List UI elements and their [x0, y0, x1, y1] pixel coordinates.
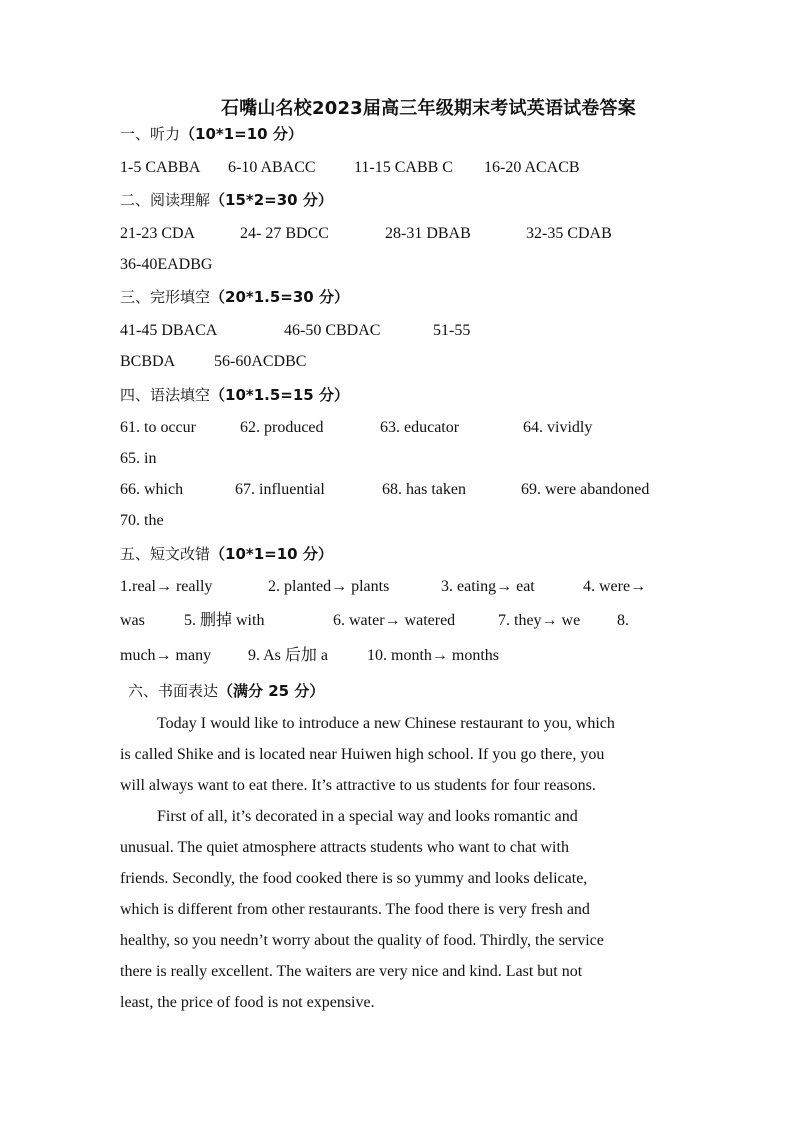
answer-item: 67. influential [235, 481, 325, 498]
answer-item: 2. planted→ plants [268, 578, 390, 595]
answer-item: 66. which [120, 481, 184, 498]
section-label: 五、短文改错 [120, 545, 211, 563]
answer-item: 65. in [120, 450, 157, 467]
section-score: （10*1.5=15 分） [210, 386, 349, 404]
answer-item: 51-55 [433, 322, 471, 339]
answer-item: 24- 27 BDCC [240, 225, 329, 242]
section-heading-cloze [120, 287, 349, 307]
essay-line: unusual. The quiet atmosphere attracts students who want to chat with [120, 839, 569, 856]
essay-line: there is really excellent. The waiters are very nice and kind. Last but not [120, 963, 583, 980]
answer-item: 1-5 CABBA [120, 159, 201, 176]
answer-item: 41-45 DBACA [120, 322, 218, 339]
essay-line: is called Shike and is located near Huiwen high school. If you go there, you [120, 746, 605, 763]
answer-item: 16-20 ACACB [484, 159, 580, 176]
section-heading-correction [120, 544, 333, 564]
answer-item: 32-35 CDAB [526, 225, 612, 242]
section-label: 四、语法填空 [120, 386, 211, 404]
answer-item: 5. 删掉 with [184, 612, 265, 629]
essay-line: First of all, it’s decorated in a special way and looks romantic and [157, 808, 578, 825]
section-heading-grammar [120, 385, 349, 405]
answer-item: 28-31 DBAB [385, 225, 471, 242]
answer-item: 10. month→ months [367, 647, 500, 664]
answer-item: 70. the [120, 512, 164, 529]
section-score: （10*1=10 分） [180, 125, 303, 143]
essay-line: friends. Secondly, the food cooked there is so yummy and looks delicate, [120, 870, 588, 887]
section-score: （满分 25 分） [218, 682, 325, 700]
answer-item: 4. were→ [583, 578, 647, 595]
section-label: 三、完形填空 [120, 288, 211, 306]
answer-item: 11-15 CABB C [354, 159, 453, 176]
answer-item: 3. eating→ eat [441, 578, 535, 595]
section-heading-listening [120, 124, 303, 144]
answer-item: 9. As 后加 a [248, 647, 329, 664]
section-score: （20*1.5=30 分） [210, 288, 349, 306]
answer-item: 46-50 CBDAC [284, 322, 381, 339]
section-score: （10*1=10 分） [210, 545, 333, 563]
answer-item: 63. educator [380, 419, 460, 436]
answer-item: BCBDA [120, 353, 176, 370]
answer-item: 64. vividly [523, 419, 593, 436]
answer-item: 69. were abandoned [521, 481, 650, 498]
answer-item: 8. [617, 612, 629, 629]
answer-item: 6-10 ABACC [228, 159, 316, 176]
essay-line: which is different from other restaurants. The food there is very fresh and [120, 901, 590, 918]
essay-line: will always want to eat there. It’s attractive to us students for four reasons. [120, 777, 596, 794]
answer-item: 56-60ACDBC [214, 353, 307, 370]
section-heading-writing [128, 681, 324, 701]
answer-item: 7. they→ we [498, 612, 581, 629]
answer-item: 61. to occur [120, 419, 196, 436]
section-label: 二、阅读理解 [120, 191, 211, 209]
answer-item: 21-23 CDA [120, 225, 196, 242]
page-title: 石嘴山名校2023届高三年级期末考试英语试卷答案 [221, 98, 636, 119]
essay-line: healthy, so you needn’t worry about the quality of food. Thirdly, the service [120, 932, 604, 949]
answer-item: 36-40EADBG [120, 256, 213, 273]
essay-line: least, the price of food is not expensive. [120, 994, 375, 1011]
section-label: 六、书面表达 [128, 682, 219, 700]
answer-item: 6. water→ watered [333, 612, 456, 629]
section-heading-reading [120, 190, 333, 210]
section-score: （15*2=30 分） [210, 191, 333, 209]
answer-item: 68. has taken [382, 481, 466, 498]
answer-item: 62. produced [240, 419, 324, 436]
answer-item: much→ many [120, 647, 212, 664]
section-label: 一、听力 [120, 125, 181, 143]
essay-line: Today I would like to introduce a new Chinese restaurant to you, which [157, 715, 615, 732]
answer-item: 1.real→ really [120, 578, 213, 595]
answer-item: was [120, 612, 145, 629]
